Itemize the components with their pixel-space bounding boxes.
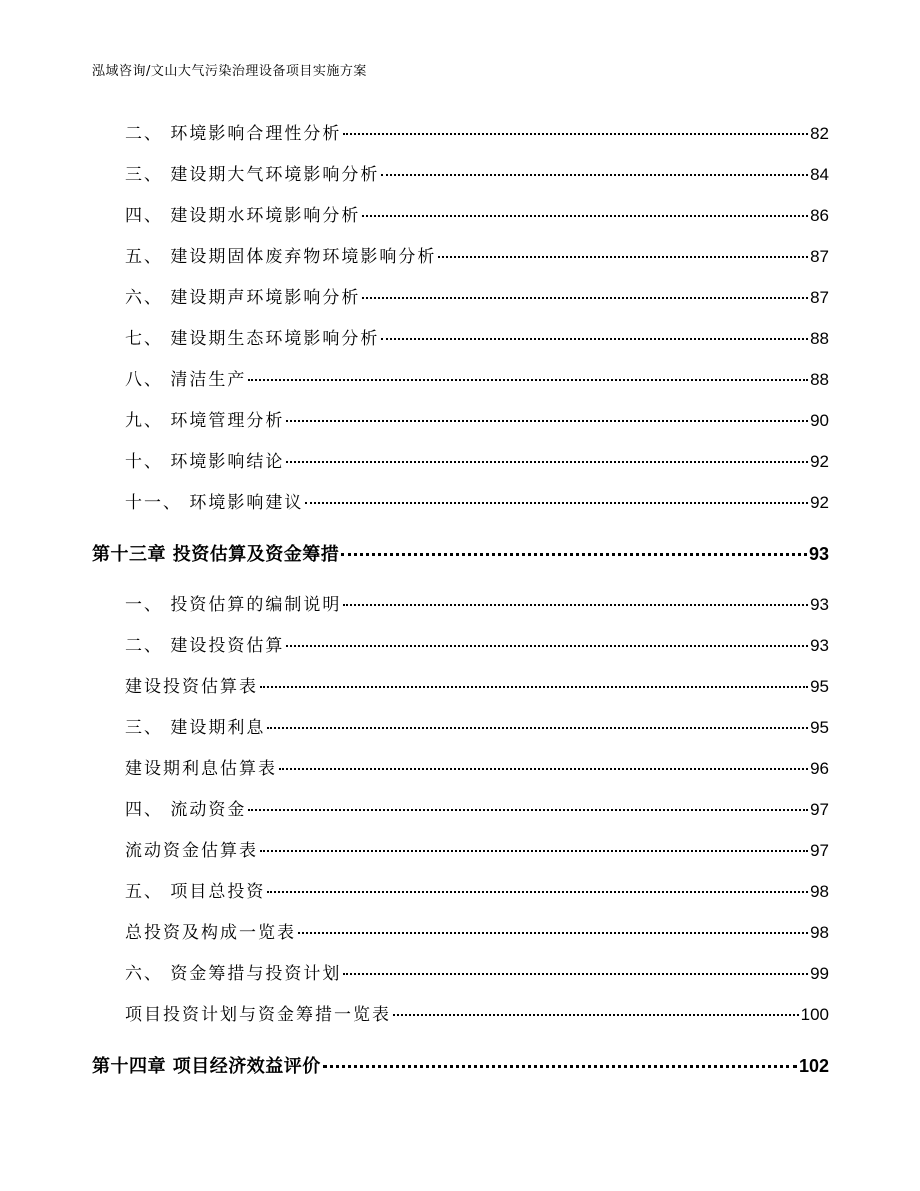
toc-entry-label: 三、 建设期利息 xyxy=(125,718,266,738)
toc-page-number: 88 xyxy=(810,370,829,389)
toc-section-entry[interactable] xyxy=(125,675,829,699)
toc-leader-dots xyxy=(362,296,808,299)
toc-entry-label: 二、 建设投资估算 xyxy=(125,636,285,656)
toc-section-entry[interactable] xyxy=(125,327,829,351)
toc-entry-label: 七、 建设期生态环境影响分析 xyxy=(125,329,380,349)
toc-page-number: 97 xyxy=(810,800,829,819)
toc-section-entry[interactable] xyxy=(125,163,829,187)
toc-leader-dots xyxy=(260,849,808,852)
toc-entry-label: 十一、 环境影响建议 xyxy=(125,493,304,513)
toc-entry-label: 六、 资金筹措与投资计划 xyxy=(125,964,342,984)
toc-page-number: 96 xyxy=(810,759,829,778)
toc-leader-dots xyxy=(343,132,808,135)
toc-entry-label: 四、 流动资金 xyxy=(125,800,247,820)
toc-page-number: 98 xyxy=(810,923,829,942)
toc-leader-dots xyxy=(343,972,808,975)
toc-entry-label: 一、 投资估算的编制说明 xyxy=(125,595,342,615)
toc-page-number: 93 xyxy=(810,636,829,655)
toc-leader-dots xyxy=(267,890,808,893)
toc-section-entry[interactable] xyxy=(125,962,829,986)
toc-leader-dots xyxy=(286,419,808,422)
toc-page-number: 92 xyxy=(810,493,829,512)
toc-entry-label: 四、 建设期水环境影响分析 xyxy=(125,206,361,226)
toc-page-number: 87 xyxy=(810,288,829,307)
toc-page-number: 86 xyxy=(810,206,829,225)
toc-page-number: 82 xyxy=(810,124,829,143)
toc-section-entry[interactable] xyxy=(125,368,829,392)
toc-entry-label: 建设期利息估算表 xyxy=(125,759,277,779)
toc-leader-dots xyxy=(393,1013,799,1016)
toc-page-number: 90 xyxy=(810,411,829,430)
toc-leader-dots xyxy=(248,808,808,811)
toc-leader-dots xyxy=(260,685,808,688)
toc-page-number: 93 xyxy=(810,595,829,614)
header-divider xyxy=(92,84,828,85)
toc-leader-dots xyxy=(298,931,808,934)
toc-entry-label: 总投资及构成一览表 xyxy=(125,923,296,943)
toc-page-number: 95 xyxy=(810,677,829,696)
toc-leader-dots xyxy=(286,644,808,647)
toc-section-entry[interactable] xyxy=(125,757,829,781)
toc-leader-dots xyxy=(362,214,808,217)
toc-entry-label: 八、 清洁生产 xyxy=(125,370,247,390)
toc-leader-dots xyxy=(323,1064,797,1068)
toc-section-entry[interactable] xyxy=(125,634,829,658)
toc-section-entry[interactable] xyxy=(125,716,829,740)
toc-page-number: 93 xyxy=(808,544,829,564)
toc-leader-dots xyxy=(343,603,808,606)
toc-leader-dots xyxy=(279,767,808,770)
toc-section-entry[interactable] xyxy=(125,593,829,617)
toc-page-number: 88 xyxy=(810,329,829,348)
toc-page-number: 100 xyxy=(800,1005,829,1024)
toc-section-entry[interactable] xyxy=(125,880,829,904)
toc-entry-label: 六、 建设期声环境影响分析 xyxy=(125,288,361,308)
toc-section-entry[interactable] xyxy=(125,450,829,474)
toc-section-entry[interactable] xyxy=(125,286,829,310)
toc-leader-dots xyxy=(438,255,808,258)
toc-entry-label: 项目投资计划与资金筹措一览表 xyxy=(125,1005,391,1025)
toc-entry-label: 流动资金估算表 xyxy=(125,841,258,861)
toc-entry-label: 五、 项目总投资 xyxy=(125,882,266,902)
toc-entry-label: 十、 环境影响结论 xyxy=(125,452,285,472)
toc-page-number: 102 xyxy=(798,1056,829,1076)
toc-page-number: 84 xyxy=(810,165,829,184)
toc-leader-dots xyxy=(267,726,808,729)
toc-section-entry[interactable] xyxy=(125,839,829,863)
toc-entry-label: 三、 建设期大气环境影响分析 xyxy=(125,165,380,185)
running-header: 泓域咨询/文山大气污染治理设备项目实施方案 xyxy=(92,64,367,79)
toc-leader-dots xyxy=(381,173,808,176)
toc-chapter-entry[interactable] xyxy=(92,1054,829,1079)
toc-chapter-entry[interactable] xyxy=(92,542,829,567)
toc-section-entry[interactable] xyxy=(125,245,829,269)
toc-page-number: 98 xyxy=(810,882,829,901)
toc-page-number: 97 xyxy=(810,841,829,860)
toc-leader-dots xyxy=(305,501,808,504)
toc-section-entry[interactable] xyxy=(125,798,829,822)
toc-leader-dots xyxy=(341,552,807,556)
toc-page-number: 87 xyxy=(810,247,829,266)
toc-leader-dots xyxy=(248,378,808,381)
toc-page-number: 99 xyxy=(810,964,829,983)
toc-section-entry[interactable] xyxy=(125,204,829,228)
toc-section-entry[interactable] xyxy=(125,921,829,945)
toc-entry-label: 五、 建设期固体废弃物环境影响分析 xyxy=(125,247,437,267)
toc-entry-label: 九、 环境管理分析 xyxy=(125,411,285,431)
toc-section-entry[interactable] xyxy=(125,409,829,433)
toc-entry-label: 建设投资估算表 xyxy=(125,677,258,697)
toc-section-entry[interactable] xyxy=(125,491,829,515)
toc-leader-dots xyxy=(286,460,808,463)
toc-entry-label: 二、 环境影响合理性分析 xyxy=(125,124,342,144)
toc-page-number: 95 xyxy=(810,718,829,737)
toc-entry-label: 第十三章 投资估算及资金筹措 xyxy=(92,544,340,565)
toc-page-number: 92 xyxy=(810,452,829,471)
toc-section-entry[interactable] xyxy=(125,122,829,146)
toc-section-entry[interactable] xyxy=(125,1003,829,1027)
toc-entry-label: 第十四章 项目经济效益评价 xyxy=(92,1056,321,1077)
toc-leader-dots xyxy=(381,337,808,340)
